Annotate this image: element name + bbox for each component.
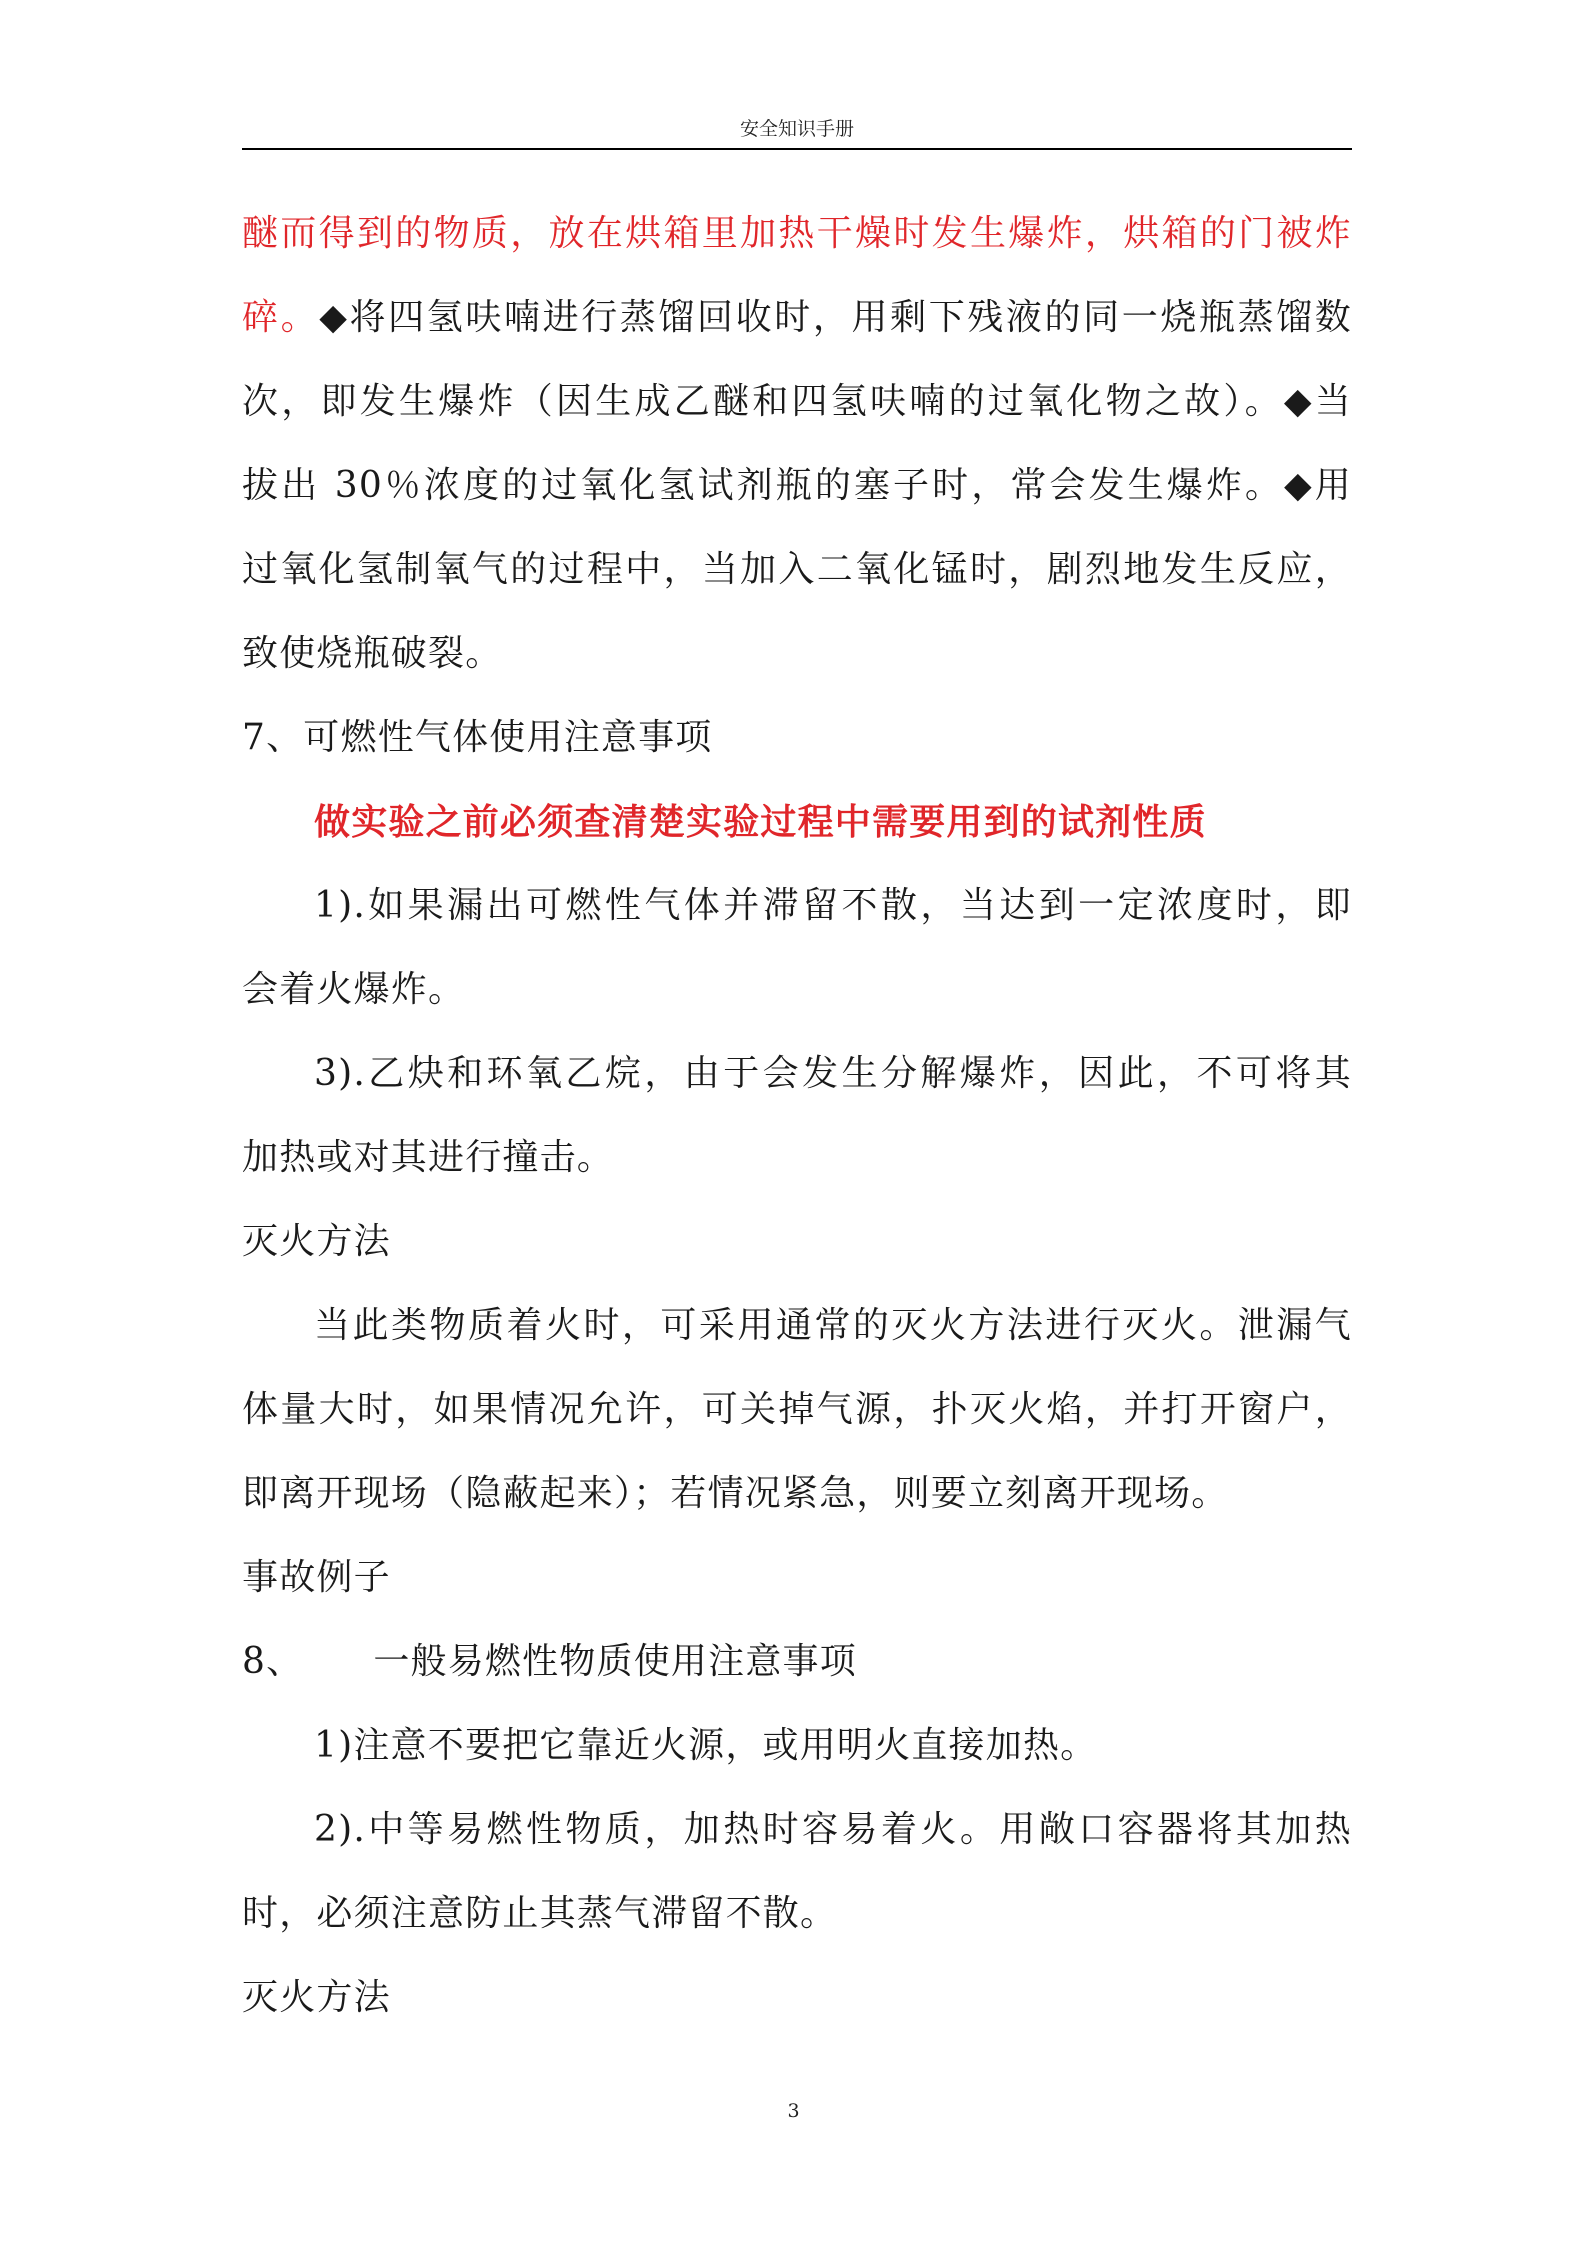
list-item-line: 会着火爆炸。 (242, 969, 466, 1010)
page-body (242, 192, 1352, 2040)
section-number: 8、 (242, 1641, 304, 1682)
paragraph-line: 当此类物质着火时，可采用通常的灭火方法进行灭火。泄漏气 (314, 1305, 1352, 1346)
list-item-line: 加热或对其进行撞击。 (242, 1137, 615, 1178)
paragraph-line: 即离开现场（隐蔽起来）；若情况紧急，则要立刻离开现场。 (242, 1473, 1229, 1514)
list-item-line: 3).乙炔和环氧乙烷，由于会发生分解爆炸，因此，不可将其 (314, 1053, 1352, 1094)
list-item-line: 1).如果漏出可燃性气体并滞留不散，当达到一定浓度时，即 (314, 885, 1352, 926)
page-number: 3 (787, 2100, 800, 2122)
paragraph-line: 次，即发生爆炸（因生成乙醚和四氢呋喃的过氧化物之故）。◆当 (242, 381, 1352, 422)
paragraph-line (242, 276, 1352, 360)
header-title: 安全知识手册 (739, 118, 854, 140)
fire-extinguish-heading: 灭火方法 (242, 1221, 391, 1262)
paragraph-line: 醚而得到的物质，放在烘箱里加热干燥时发生爆炸，烘箱的门被炸 (242, 213, 1352, 254)
list-item-line: 2).中等易燃性物质，加热时容易着火。用敞口容器将其加热 (314, 1809, 1352, 1850)
paragraph-line: 过氧化氢制氧气的过程中，当加入二氧化锰时，剧烈地发生反应， (242, 549, 1352, 590)
section-8-heading (242, 1620, 1352, 1704)
section-7-heading: 7、可燃性气体使用注意事项 (242, 717, 713, 758)
section-title: 一般易燃性物质使用注意事项 (373, 1641, 857, 1682)
fire-extinguish-heading: 灭火方法 (242, 1977, 391, 2018)
paragraph-text: ◆将四氢呋喃进行蒸馏回收时，用剩下残液的同一烧瓶蒸馏数 (319, 297, 1352, 338)
red-text: 碎。 (242, 297, 320, 338)
paragraph-line: 拔出 30％浓度的过氧化氢试剂瓶的塞子时，常会发生爆炸。◆用 (242, 465, 1352, 506)
warning-text: 做实验之前必须查清楚实验过程中需要用到的试剂性质 (314, 801, 1207, 843)
paragraph-line: 致使烧瓶破裂。 (242, 633, 503, 674)
accident-example-heading: 事故例子 (242, 1557, 391, 1598)
list-item-line: 1)注意不要把它靠近火源，或用明火直接加热。 (314, 1725, 1098, 1766)
page-header (242, 112, 1352, 150)
paragraph-line: 体量大时，如果情况允许，可关掉气源，扑灭火焰，并打开窗户， (242, 1389, 1352, 1430)
list-item-line: 时，必须注意防止其蒸气滞留不散。 (242, 1893, 838, 1934)
